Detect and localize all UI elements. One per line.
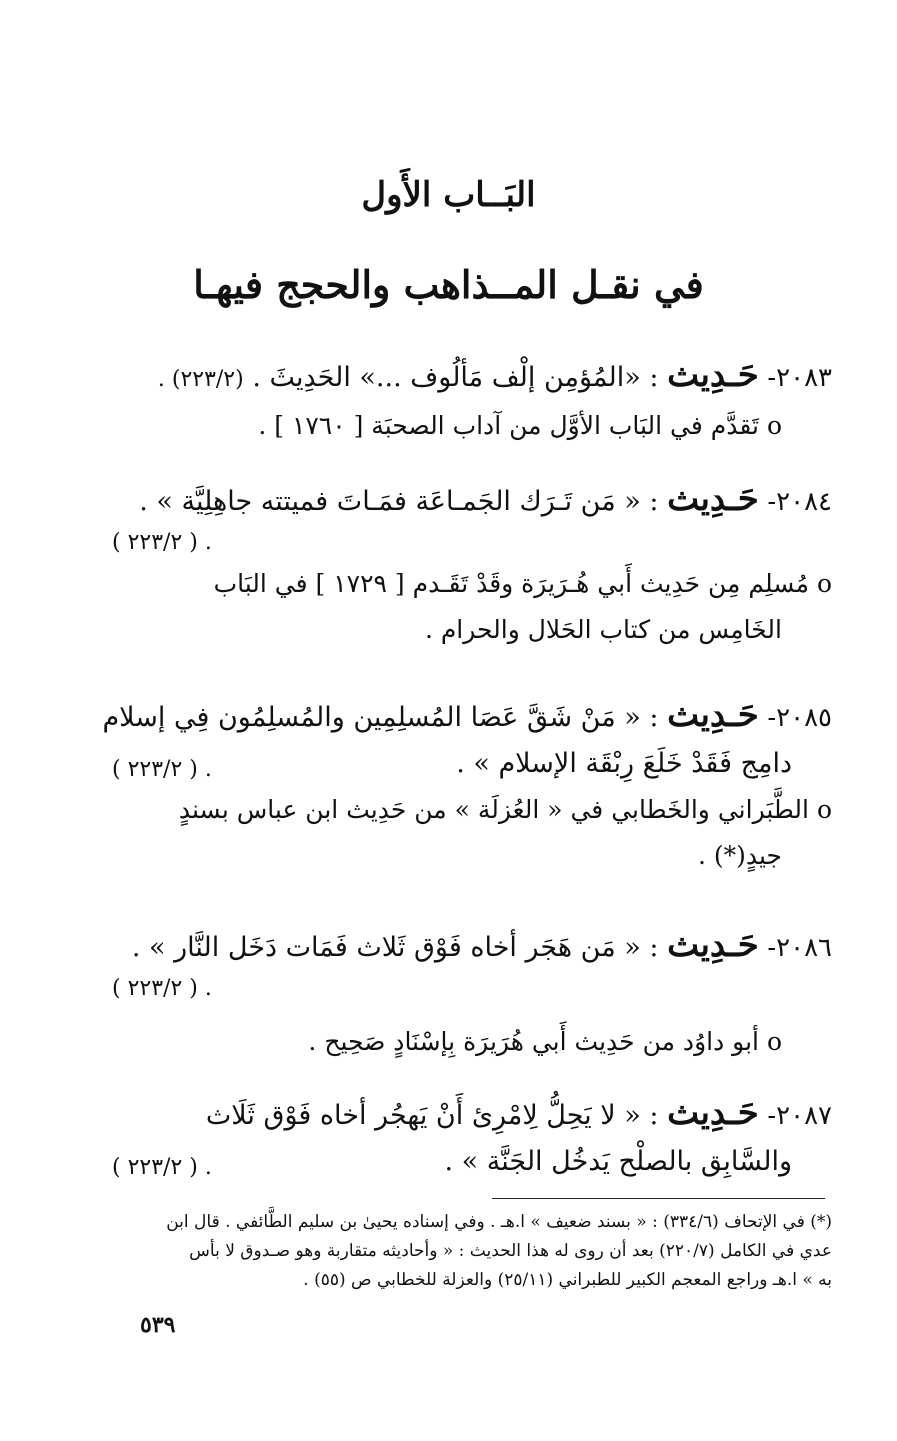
entry-text: : « مَنْ شَقَّ عَصَا المُسلِمِين والمُسلِمُون فِي إسلام [102, 702, 659, 733]
hadith-entry-2087 [112, 1090, 832, 1185]
entry-reference: (٢٢٣/٢) . [157, 367, 244, 392]
footnote-line: به » ا.هـ وراجع المعجم الكبير للطبراني (٢٥/١١) والعزلة للخطابي ص (٥٥) . [303, 1270, 832, 1290]
hadith-entry-2085 [102, 692, 832, 879]
entry-reference: . ( ٢٢٣/٢ ) [112, 530, 212, 555]
entry-number: ٢٠٨٧- [767, 1101, 832, 1131]
footnote-line: (*) في الإتحاف (٣٣٤/٦) : « بسند ضعيف » ا.هـ . وفي إسناده يحيىٰ بن سليم الطَّائفي . قال ابن [166, 1212, 832, 1232]
entry-text: : « مَن هَجَر أخاه فَوْق ثَلاث فَمَات دَخَل النَّار » . [131, 932, 659, 963]
entry-label: حَـدِيث [667, 925, 759, 965]
footnote [112, 1208, 832, 1295]
hadith-entry-2086 [112, 922, 832, 1065]
entry-label: حَـدِيث [667, 355, 759, 395]
entry-reference: . ( ٢٢٣/٢ ) [112, 757, 212, 782]
footnote-divider [492, 1198, 825, 1199]
entry-text: : [640, 362, 659, 393]
entry-text-continued: دامِج فَقَدْ خَلَعَ رِبْقَة الإسلام » . [456, 748, 792, 779]
entry-text-continued: والسَّابِق بالصلْح يَدخُل الجَنَّة » . [444, 1146, 792, 1177]
hadith-entry-2083 [112, 352, 832, 449]
entry-note-continued: الخَامِس من كتاب الحَلال والحرام . [424, 615, 782, 644]
entry-label: حَـدِيث [667, 479, 759, 519]
entry-note-continued: جيدٍ(*) . [697, 841, 782, 870]
entry-note: ο مُسلِم مِن حَدِيث أَبي هُـرَيرَة وقَدْ تَقَـدم [ ١٧٢٩ ] في البَاب [213, 569, 832, 598]
entry-note: ο أبو داوُد من حَدِيث أَبي هُرَيرَة بِإسْنَادٍ صَحِيح . [308, 1027, 782, 1056]
entry-text: «المُؤمِن إلْف مَألُوف ...» الحَدِيثَ . [252, 362, 641, 393]
entry-text: : « مَن تَـرَك الجَمـاعَة فمَـاتَ فميتته جاهِلِيَّة » . [139, 486, 659, 517]
entry-number: ٢٠٨٤- [767, 487, 832, 517]
entry-label: حَـدِيث [667, 1093, 759, 1133]
section-title: في نقـل المــذاهب والحجج فيهـا [193, 262, 704, 307]
hadith-entry-2084 [112, 476, 832, 653]
footnote-line: عدي في الكامل (٢٢٠/٧) بعد أن روى له هذا الحديث : « وأحاديثه متقاربة وهو صـدوق لا بأس [189, 1241, 832, 1261]
entry-note: ο الطَّبَراني والخَطابي في « العُزلَة » من حَدِيث ابن عباس بسندٍ [178, 795, 832, 824]
entry-reference: . ( ٢٢٣/٢ ) [112, 1155, 212, 1180]
entry-reference: . ( ٢٢٣/٢ ) [112, 976, 212, 1001]
entry-number: ٢٠٨٦- [767, 933, 832, 963]
entry-number: ٢٠٨٥- [767, 703, 832, 733]
chapter-title: البَــاب الأَول [361, 175, 536, 215]
entry-note: ο تَقدَّم في البَاب الأوَّل من آداب الصحبَة [ ١٧٦٠ ] . [258, 411, 782, 440]
entry-text: : « لا يَحِلُّ لِامْرِئ أَنْ يَهجُر أخاه فَوْق ثَلَاث [205, 1100, 659, 1131]
entry-number: ٢٠٨٣- [767, 363, 832, 393]
entry-label: حَـدِيث [667, 695, 759, 735]
page-number: ٥٣٩ [140, 1312, 176, 1338]
